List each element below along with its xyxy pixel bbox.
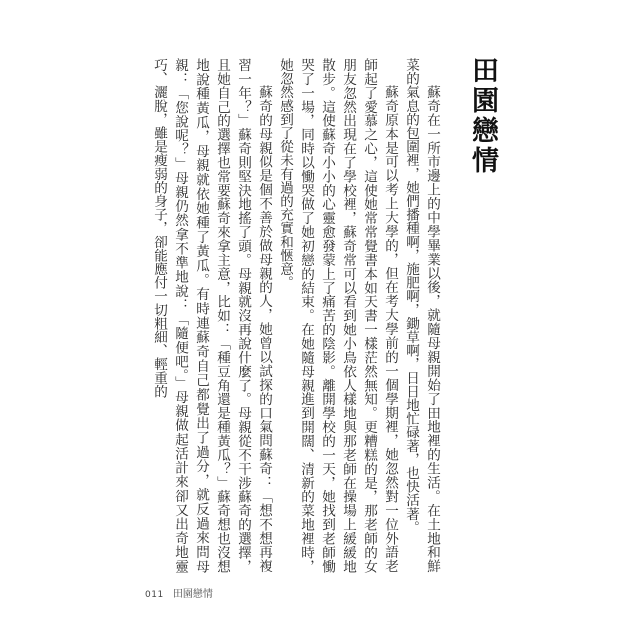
paragraph: 蘇奇在一所市邊上的中學畢業以後，就隨母親開始了田地裡的生活。在土地和鮮菜的氣息的包圍裡，她們播種啊，施肥啊，鋤草啊，日日地忙碌著，也快活著。 (403, 58, 440, 573)
chapter-title: 田園戀情 (467, 56, 498, 176)
body-text (145, 58, 442, 573)
page-footer (145, 585, 213, 600)
page-number: 011 (145, 590, 164, 600)
paragraph: 蘇奇的母親似是個不善於做母親的人，她曾以試探的口氣問蘇奇：「想不想再複習一年？」蘇奇則堅決地搖了頭。母親就沒再說什麼了。母親從不干涉蘇奇的選擇，且她自己的選擇也常要蘇奇來拿主意，比如：「種豆角還是種黃瓜？」蘇奇想也沒想地說種黃瓜，母親就依她種了黃瓜。有時連蘇奇自己都覺出了過分，就反過來問母親：「您說呢？」母親仍然拿不準地說：「隨便吧。」母親做起活計來卻又出奇地靈巧、灑脫，雖是瘦弱的身子，卻能應付一切粗細、輕重的 (151, 58, 272, 573)
paragraph: 蘇奇原本是可以考上大學的，但在考大學前的一個學期裡，她忽然對一位外語老師起了愛慕之心，這使她常常覺書本如天書一樣茫然無知。更糟糕的是，那老師的女朋友忽然出現在了學校裡，蘇奇常可以看到她小鳥依人樣地與那老師在操場上緩緩地散步。這使蘇奇小小的心靈愈發蒙上了痛苦的陰影。離開學校的一天，她找到老師慟哭了一場，同時以慟哭做了她初戀的結束。在她隨母親進到開闊、清新的菜地裡時，她忽然感到了從未有過的充實和愜意。 (277, 58, 398, 573)
running-title: 田園戀情 (172, 589, 213, 600)
